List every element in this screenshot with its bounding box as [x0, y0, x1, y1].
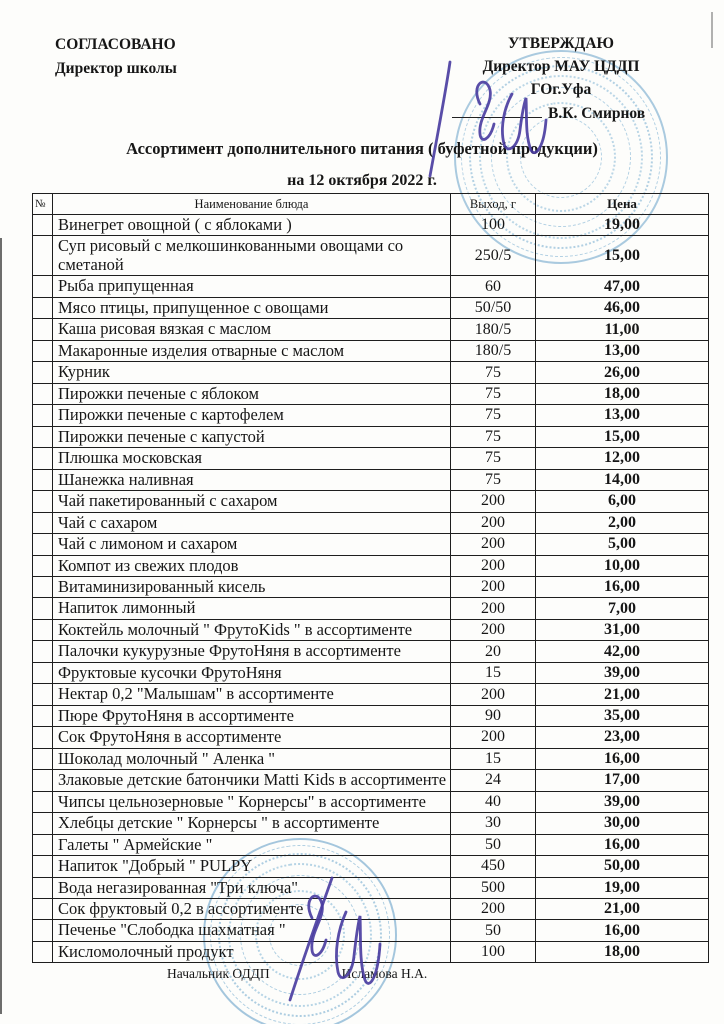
city-label: ГОг.Уфа [530, 80, 592, 98]
cell-name: Напиток лимонный [53, 598, 451, 619]
cell-num [33, 684, 53, 705]
cell-price: 12,00 [536, 448, 709, 469]
table-header-row [33, 194, 709, 215]
cell-price: 14,00 [536, 469, 709, 490]
cell-num [33, 319, 53, 340]
cell-name: Чай с лимоном и сахаром [53, 534, 451, 555]
scan-edge-artifact [0, 238, 2, 1014]
table-row [33, 469, 709, 490]
cell-num [33, 362, 53, 383]
cell-num [33, 791, 53, 812]
cell-out: 200 [451, 727, 536, 748]
cell-name: Витаминизированный кисель [53, 576, 451, 597]
cell-price: 6,00 [536, 491, 709, 512]
director-name: В.К. Смирнов [548, 104, 646, 122]
cell-name: Злаковые детские батончики Matti Kids в ассортименте [53, 770, 451, 791]
cell-num [33, 512, 53, 533]
table-row [33, 319, 709, 340]
cell-num [33, 899, 53, 920]
table-row [33, 215, 709, 236]
cell-num [33, 641, 53, 662]
cell-num [33, 448, 53, 469]
cell-num [33, 856, 53, 877]
cell-name: Шанежка наливная [53, 469, 451, 490]
scan-edge-artifact [711, 12, 713, 48]
cell-price: 19,00 [536, 877, 709, 898]
table-row [33, 534, 709, 555]
cell-price: 39,00 [536, 662, 709, 683]
footer-position-label: Начальник ОДДП [167, 966, 270, 982]
table-row [33, 512, 709, 533]
cell-name: Пирожки печеные с капустой [53, 426, 451, 447]
cell-price: 19,00 [536, 215, 709, 236]
cell-out: 60 [451, 276, 536, 297]
cell-price: 16,00 [536, 834, 709, 855]
table-row [33, 705, 709, 726]
cell-name: Курник [53, 362, 451, 383]
cell-out: 30 [451, 813, 536, 834]
cell-price: 16,00 [536, 920, 709, 941]
cell-price: 31,00 [536, 619, 709, 640]
cell-out: 20 [451, 641, 536, 662]
table-row [33, 748, 709, 769]
table-row [33, 276, 709, 297]
cell-num [33, 405, 53, 426]
cell-out: 200 [451, 598, 536, 619]
cell-name: Палочки кукурузные ФрутоНяня в ассортименте [53, 641, 451, 662]
table-area [32, 193, 709, 982]
table-row [33, 405, 709, 426]
cell-name: Мясо птицы, припущенное с овощами [53, 297, 451, 318]
table-row [33, 555, 709, 576]
cell-num [33, 426, 53, 447]
table-row [33, 491, 709, 512]
cell-name: Чай пакетированный с сахаром [53, 491, 451, 512]
cell-name: Плюшка московская [53, 448, 451, 469]
cell-name: Сок ФрутоНяня в ассортименте [53, 727, 451, 748]
table-row [33, 576, 709, 597]
cell-out: 75 [451, 362, 536, 383]
column-header-output: Выход, г [451, 194, 536, 215]
cell-out: 100 [451, 941, 536, 962]
cell-price: 5,00 [536, 534, 709, 555]
cell-num [33, 469, 53, 490]
cell-price: 23,00 [536, 727, 709, 748]
cell-price: 46,00 [536, 297, 709, 318]
cell-price: 30,00 [536, 813, 709, 834]
cell-name: Кисломолочный продукт [53, 941, 451, 962]
cell-num [33, 555, 53, 576]
cell-out: 200 [451, 534, 536, 555]
cell-out: 24 [451, 770, 536, 791]
cell-out: 200 [451, 899, 536, 920]
cell-name: Винегрет овощной ( с яблоками ) [53, 215, 451, 236]
cell-price: 2,00 [536, 512, 709, 533]
table-row [33, 340, 709, 361]
cell-price: 26,00 [536, 362, 709, 383]
cell-num [33, 276, 53, 297]
cell-name: Пирожки печеные с картофелем [53, 405, 451, 426]
table-row [33, 362, 709, 383]
cell-num [33, 236, 53, 276]
cell-name: Суп рисовый с мелкошинкованными овощами со сметаной [53, 236, 451, 276]
table-row [33, 297, 709, 318]
cell-name: Каша рисовая вязкая с маслом [53, 319, 451, 340]
cell-out: 200 [451, 684, 536, 705]
cell-num [33, 662, 53, 683]
column-header-price: Цена [536, 194, 709, 215]
cell-price: 21,00 [536, 899, 709, 920]
column-header-dish-name: Наименование блюда [53, 194, 451, 215]
signature-icon [272, 872, 392, 1012]
cell-out: 75 [451, 426, 536, 447]
table-row [33, 684, 709, 705]
cell-out: 50/50 [451, 297, 536, 318]
table-row [33, 619, 709, 640]
menu-table-body [33, 215, 709, 963]
cell-out: 450 [451, 856, 536, 877]
agreed-label: СОГЛАСОВАНО [55, 36, 176, 53]
cell-price: 7,00 [536, 598, 709, 619]
cell-out: 75 [451, 383, 536, 404]
cell-num [33, 727, 53, 748]
cell-out: 75 [451, 405, 536, 426]
cell-out: 200 [451, 576, 536, 597]
cell-num [33, 770, 53, 791]
cell-price: 18,00 [536, 941, 709, 962]
cell-name: Сок фруктовый 0,2 в ассортименте [53, 899, 451, 920]
director-org-label: Директор МАУ ЦДДП [482, 57, 640, 75]
cell-price: 50,00 [536, 856, 709, 877]
approval-left-block [55, 33, 177, 81]
table-row [33, 727, 709, 748]
cell-name: Шоколад молочный " Аленка " [53, 748, 451, 769]
cell-out: 200 [451, 555, 536, 576]
column-header-number: № [33, 194, 53, 215]
table-row [33, 770, 709, 791]
signature-icon [428, 60, 558, 178]
cell-name: Чипсы цельнозерновые " Корнерсы" в ассортименте [53, 791, 451, 812]
cell-out: 500 [451, 877, 536, 898]
cell-out: 250/5 [451, 236, 536, 276]
page-subtitle: на 12 октября 2022 г. [287, 172, 437, 189]
cell-name: Вода негазированная "Три ключа" [53, 877, 451, 898]
cell-out: 15 [451, 748, 536, 769]
footer-person-name: Исламова Н.А. [341, 966, 428, 982]
cell-out: 200 [451, 512, 536, 533]
cell-num [33, 491, 53, 512]
table-row [33, 791, 709, 812]
table-row [33, 834, 709, 855]
cell-price: 18,00 [536, 383, 709, 404]
table-row [33, 598, 709, 619]
cell-num [33, 941, 53, 962]
cell-num [33, 748, 53, 769]
cell-name: Пюре ФрутоНяня в ассортименте [53, 705, 451, 726]
cell-out: 200 [451, 491, 536, 512]
cell-out: 75 [451, 469, 536, 490]
cell-name: Пирожки печеные с яблоком [53, 383, 451, 404]
cell-out: 180/5 [451, 319, 536, 340]
cell-name: Макаронные изделия отварные с маслом [53, 340, 451, 361]
table-row [33, 426, 709, 447]
cell-out: 40 [451, 791, 536, 812]
cell-num [33, 877, 53, 898]
menu-table [32, 193, 709, 963]
cell-num [33, 576, 53, 597]
cell-name: Нектар 0,2 "Малышам" в ассортименте [53, 684, 451, 705]
table-row [33, 448, 709, 469]
cell-num [33, 598, 53, 619]
table-row [33, 662, 709, 683]
cell-price: 17,00 [536, 770, 709, 791]
cell-name: Хлебцы детские " Корнерсы " в ассортименте [53, 813, 451, 834]
table-row [33, 383, 709, 404]
cell-name: Компот из свежих плодов [53, 555, 451, 576]
cell-num [33, 297, 53, 318]
cell-num [33, 383, 53, 404]
cell-num [33, 215, 53, 236]
cell-out: 75 [451, 448, 536, 469]
table-row [33, 641, 709, 662]
cell-price: 42,00 [536, 641, 709, 662]
cell-num [33, 834, 53, 855]
cell-price: 16,00 [536, 576, 709, 597]
cell-out: 15 [451, 662, 536, 683]
cell-num [33, 920, 53, 941]
cell-price: 47,00 [536, 276, 709, 297]
table-row [33, 813, 709, 834]
approved-label: УТВЕРЖДАЮ [508, 35, 614, 52]
cell-name: Напиток "Добрый " PULPY [53, 856, 451, 877]
cell-out: 200 [451, 619, 536, 640]
cell-price: 15,00 [536, 236, 709, 276]
cell-price: 13,00 [536, 405, 709, 426]
cell-price: 10,00 [536, 555, 709, 576]
cell-name: Коктейль молочный " ФрутоKids " в ассортименте [53, 619, 451, 640]
cell-num [33, 619, 53, 640]
cell-price: 15,00 [536, 426, 709, 447]
table-row [33, 236, 709, 276]
cell-num [33, 534, 53, 555]
school-director-label: Директор школы [55, 60, 177, 78]
cell-price: 11,00 [536, 319, 709, 340]
cell-out: 90 [451, 705, 536, 726]
cell-price: 13,00 [536, 340, 709, 361]
cell-out: 50 [451, 834, 536, 855]
cell-out: 50 [451, 920, 536, 941]
cell-num [33, 340, 53, 361]
cell-price: 16,00 [536, 748, 709, 769]
cell-name: Печенье "Слободка шахматная " [53, 920, 451, 941]
cell-num [33, 705, 53, 726]
cell-name: Галеты " Армейские " [53, 834, 451, 855]
cell-price: 39,00 [536, 791, 709, 812]
cell-name: Рыба припущенная [53, 276, 451, 297]
cell-price: 21,00 [536, 684, 709, 705]
cell-name: Чай с сахаром [53, 512, 451, 533]
page-title: Ассортимент дополнительного питания ( буфетной продукции) [126, 139, 598, 158]
cell-out: 180/5 [451, 340, 536, 361]
cell-price: 35,00 [536, 705, 709, 726]
cell-out: 100 [451, 215, 536, 236]
cell-name: Фруктовые кусочки ФрутоНяня [53, 662, 451, 683]
cell-num [33, 813, 53, 834]
